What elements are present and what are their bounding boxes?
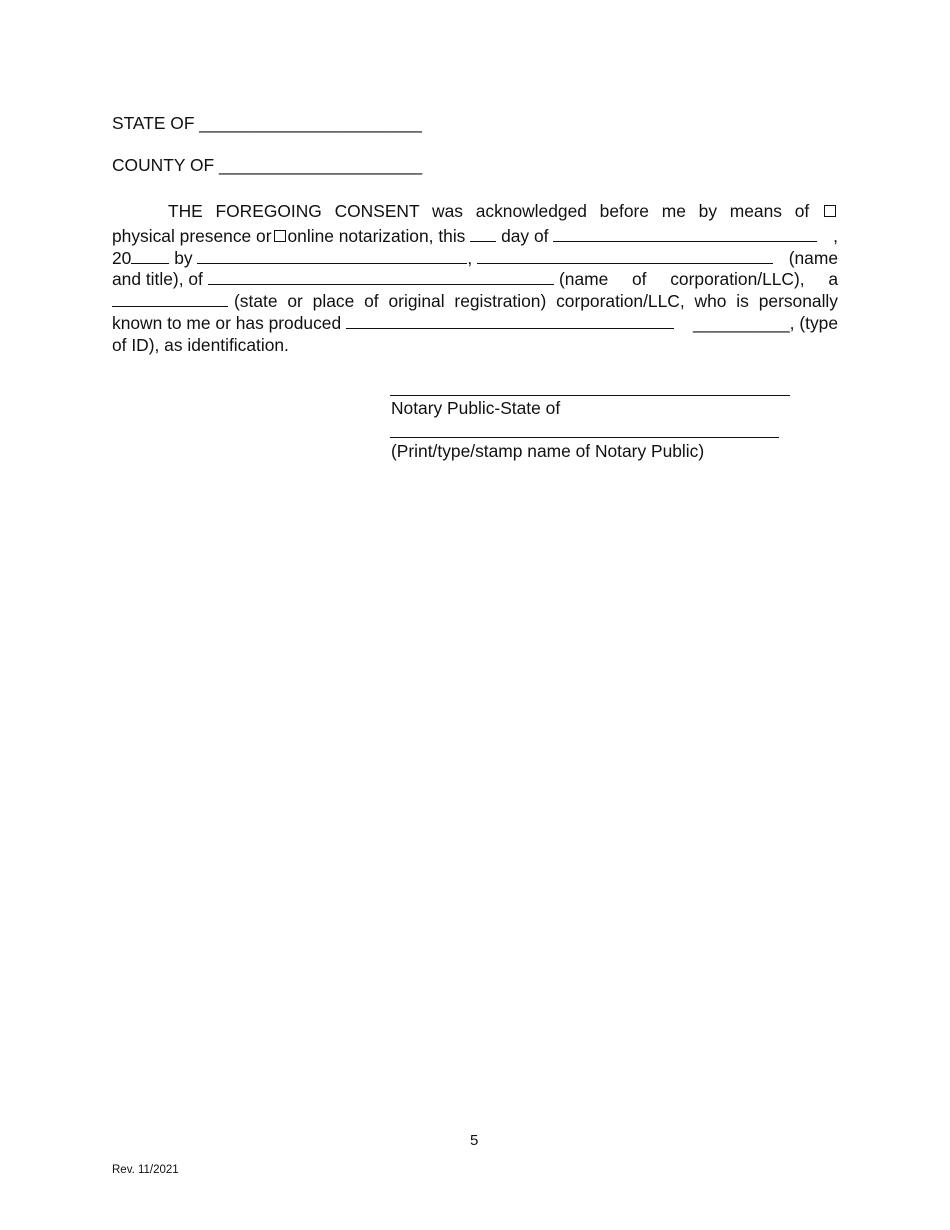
corporation-label: (name of corporation/LLC), a (559, 269, 838, 289)
online-notarization-label: online notarization, this (287, 226, 466, 246)
type-label: __________, (type (692, 313, 838, 333)
consent-line-1 (168, 201, 838, 222)
consent-intro-text: THE FOREGOING CONSENT was acknowledged before me by means of (168, 201, 810, 221)
signer-name-blank[interactable] (197, 248, 467, 264)
day-blank[interactable] (470, 226, 496, 242)
by-label: by (174, 248, 193, 268)
state-of-blank[interactable]: _______________________ (199, 113, 422, 133)
id-type-blank[interactable] (346, 313, 674, 329)
consent-line-4 (112, 269, 838, 290)
online-notarization-checkbox[interactable] (274, 230, 286, 242)
state-of-registration-blank[interactable] (112, 291, 228, 307)
consent-line-6 (112, 313, 838, 334)
state-of-line (112, 113, 422, 134)
page-number: 5 (470, 1132, 479, 1149)
consent-line-5 (112, 291, 838, 312)
county-of-blank[interactable]: _____________________ (218, 155, 423, 175)
county-of-line (112, 155, 422, 176)
notary-state-label: Notary Public-State of (391, 398, 561, 418)
known-to-me-label: known to me or has produced (112, 313, 342, 333)
physical-presence-checkbox[interactable] (824, 205, 836, 217)
identification-label: of ID), as identification. (112, 335, 289, 355)
name-label: (name (788, 248, 838, 268)
revision-note: Rev. 11/2021 (112, 1164, 179, 1176)
and-title-label: and title), of (112, 269, 203, 289)
day-of-label: day of (501, 226, 549, 246)
state-of-label: STATE OF (112, 113, 195, 133)
year-blank[interactable] (131, 248, 169, 264)
notary-print-name-line[interactable] (390, 437, 779, 438)
signer-title-blank[interactable] (477, 248, 773, 264)
county-of-label: COUNTY OF (112, 155, 215, 175)
year-prefix: 20 (112, 248, 132, 268)
consent-line-7 (112, 335, 289, 356)
physical-presence-label: physical presence or (112, 226, 272, 246)
line-3-comma: , (467, 248, 473, 268)
line-2-comma: , (833, 226, 838, 246)
corporation-name-blank[interactable] (208, 269, 554, 285)
notary-signature-line[interactable] (390, 395, 790, 396)
registration-label: (state or place of original registration) corporation/LLC, who is personally (234, 291, 838, 311)
consent-line-3 (112, 248, 838, 269)
notary-print-name-label: (Print/type/stamp name of Notary Public) (391, 441, 705, 461)
month-blank[interactable] (553, 226, 817, 242)
consent-line-2 (112, 226, 838, 247)
